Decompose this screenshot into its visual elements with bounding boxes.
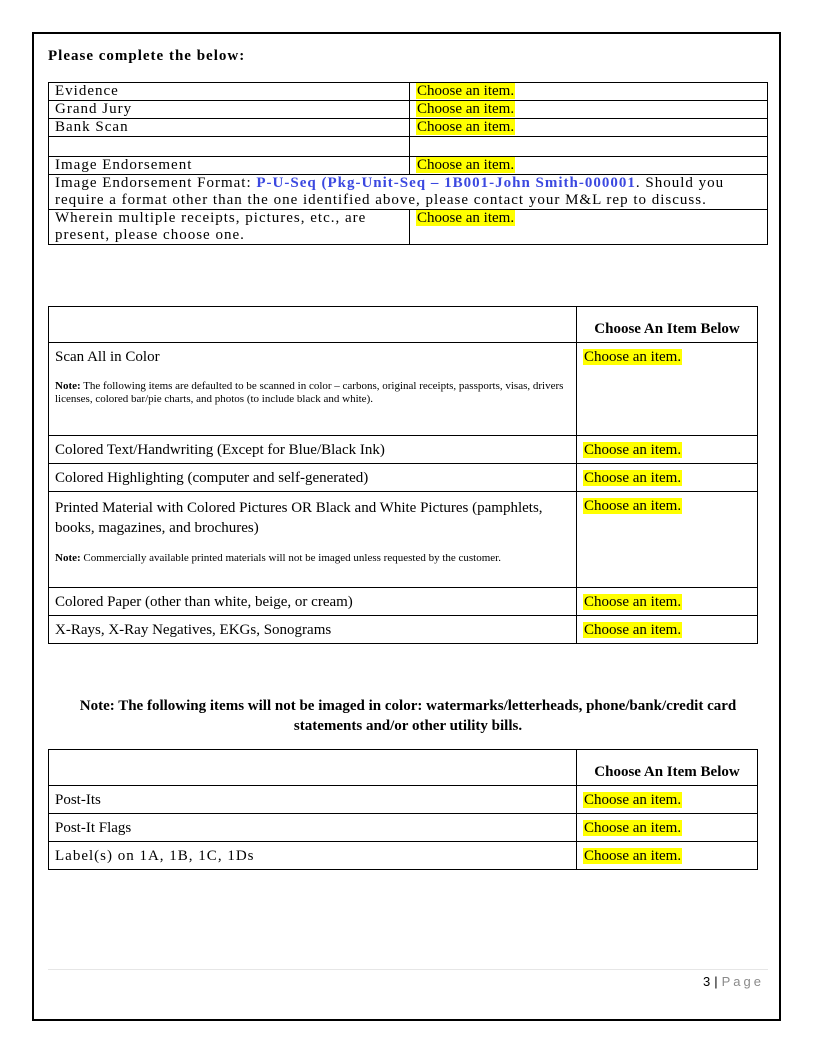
row-label-printed-material: Printed Material with Colored Pictures OR Black and White Pictures (pamphlets, books, magazines, and brochures) bbox=[55, 500, 543, 536]
row-label-colored-paper: Colored Paper (other than white, beige, or cream) bbox=[49, 588, 577, 616]
labels-dropdown[interactable]: Choose an item. bbox=[584, 848, 682, 864]
table-row bbox=[49, 786, 758, 814]
select-cell bbox=[577, 814, 758, 842]
column-header: Choose An Item Below bbox=[577, 307, 758, 343]
table-row bbox=[49, 83, 768, 101]
post-it-flags-dropdown[interactable]: Choose an item. bbox=[584, 820, 682, 836]
empty-cell bbox=[410, 137, 768, 157]
column-header: Choose An Item Below bbox=[577, 750, 758, 786]
format-value: P-U-Seq (Pkg-Unit-Seq – 1B001-John Smith-000001 bbox=[256, 175, 636, 191]
format-suffix: . Should you require a format other than the one identified above, please contact your M&L rep to discuss. bbox=[55, 175, 725, 208]
table-row bbox=[49, 842, 758, 870]
row-label-cell bbox=[49, 492, 577, 588]
table-row bbox=[49, 436, 758, 464]
empty-cell bbox=[49, 137, 410, 157]
row-label-xrays: X-Rays, X-Ray Negatives, EKGs, Sonograms bbox=[49, 616, 577, 644]
bank-scan-select-cell bbox=[410, 119, 768, 137]
row-label-grand-jury: Grand Jury bbox=[49, 101, 410, 119]
note-text: The following items are defaulted to be scanned in color – carbons, original receipts, passports, visas, drivers licenses, colored bar/pie charts, and photos (to include black and white). bbox=[55, 380, 564, 405]
color-scan-table bbox=[48, 306, 758, 644]
page-footer bbox=[703, 974, 764, 989]
table-row bbox=[49, 210, 768, 245]
table-row-empty bbox=[49, 137, 768, 157]
scan-all-note bbox=[55, 380, 570, 406]
endorsement-format-cell bbox=[49, 175, 768, 210]
multiple-receipts-select-cell bbox=[410, 210, 768, 245]
format-prefix: Image Endorsement Format: bbox=[55, 175, 257, 191]
select-cell bbox=[577, 492, 758, 588]
row-label-evidence: Evidence bbox=[49, 83, 410, 101]
note-text: Commercially available printed materials will not be imaged unless requested by the customer. bbox=[80, 552, 501, 564]
table-row bbox=[49, 616, 758, 644]
row-label-post-its: Post-Its bbox=[49, 786, 577, 814]
table-row bbox=[49, 175, 768, 210]
select-cell bbox=[577, 464, 758, 492]
table-row bbox=[49, 119, 768, 137]
xrays-dropdown[interactable]: Choose an item. bbox=[584, 622, 682, 638]
evidence-dropdown[interactable]: Choose an item. bbox=[417, 83, 515, 99]
select-cell bbox=[577, 786, 758, 814]
post-its-dropdown[interactable]: Choose an item. bbox=[584, 792, 682, 808]
row-label-bank-scan: Bank Scan bbox=[49, 119, 410, 137]
select-cell bbox=[577, 343, 758, 436]
bank-scan-dropdown[interactable]: Choose an item. bbox=[417, 119, 515, 135]
table-row bbox=[49, 343, 758, 436]
table-header-row bbox=[49, 307, 758, 343]
row-label-labels: Label(s) on 1A, 1B, 1C, 1Ds bbox=[49, 842, 577, 870]
section-heading: Please complete the below: bbox=[48, 48, 246, 64]
row-label-colored-text: Colored Text/Handwriting (Except for Blue/Black Ink) bbox=[49, 436, 577, 464]
image-endorsement-dropdown[interactable]: Choose an item. bbox=[417, 157, 515, 173]
evidence-select-cell bbox=[410, 83, 768, 101]
row-label-post-it-flags: Post-It Flags bbox=[49, 814, 577, 842]
row-label-multiple-receipts: Wherein multiple receipts, pictures, etc., are present, please choose one. bbox=[49, 210, 410, 245]
header-empty-cell bbox=[49, 750, 577, 786]
colored-paper-dropdown[interactable]: Choose an item. bbox=[584, 594, 682, 610]
table-row bbox=[49, 101, 768, 119]
page-number: 3 bbox=[703, 974, 711, 989]
post-it-table bbox=[48, 749, 758, 870]
select-cell bbox=[577, 588, 758, 616]
footer-divider bbox=[48, 969, 768, 970]
select-cell bbox=[577, 436, 758, 464]
row-label-cell bbox=[49, 343, 577, 436]
image-endorsement-select-cell bbox=[410, 157, 768, 175]
table-header-row bbox=[49, 750, 758, 786]
colored-highlighting-dropdown[interactable]: Choose an item. bbox=[584, 470, 682, 486]
table-row bbox=[49, 464, 758, 492]
printed-material-dropdown[interactable]: Choose an item. bbox=[584, 498, 682, 514]
grand-jury-select-cell bbox=[410, 101, 768, 119]
row-label-image-endorsement: Image Endorsement bbox=[49, 157, 410, 175]
header-empty-cell bbox=[49, 307, 577, 343]
colored-text-dropdown[interactable]: Choose an item. bbox=[584, 442, 682, 458]
grand-jury-dropdown[interactable]: Choose an item. bbox=[417, 101, 515, 117]
table-row bbox=[49, 588, 758, 616]
select-cell bbox=[577, 616, 758, 644]
scan-all-dropdown[interactable]: Choose an item. bbox=[584, 349, 682, 365]
table-row bbox=[49, 492, 758, 588]
select-cell bbox=[577, 842, 758, 870]
note-label: Note: bbox=[55, 380, 81, 392]
table-row bbox=[49, 157, 768, 175]
table-row bbox=[49, 814, 758, 842]
printed-material-note bbox=[55, 552, 570, 565]
evidence-table bbox=[48, 82, 768, 245]
row-label-scan-all: Scan All in Color bbox=[55, 349, 160, 365]
multiple-receipts-dropdown[interactable]: Choose an item. bbox=[417, 210, 515, 226]
row-label-colored-highlighting: Colored Highlighting (computer and self-generated) bbox=[49, 464, 577, 492]
page-label: Page bbox=[721, 974, 764, 989]
note-label: Note: bbox=[55, 552, 81, 564]
color-exclusion-note: Note: The following items will not be imaged in color: watermarks/letterheads, phone/bank/credit card statements and/or other utility bills. bbox=[79, 698, 737, 734]
footer-separator: | bbox=[714, 974, 718, 989]
